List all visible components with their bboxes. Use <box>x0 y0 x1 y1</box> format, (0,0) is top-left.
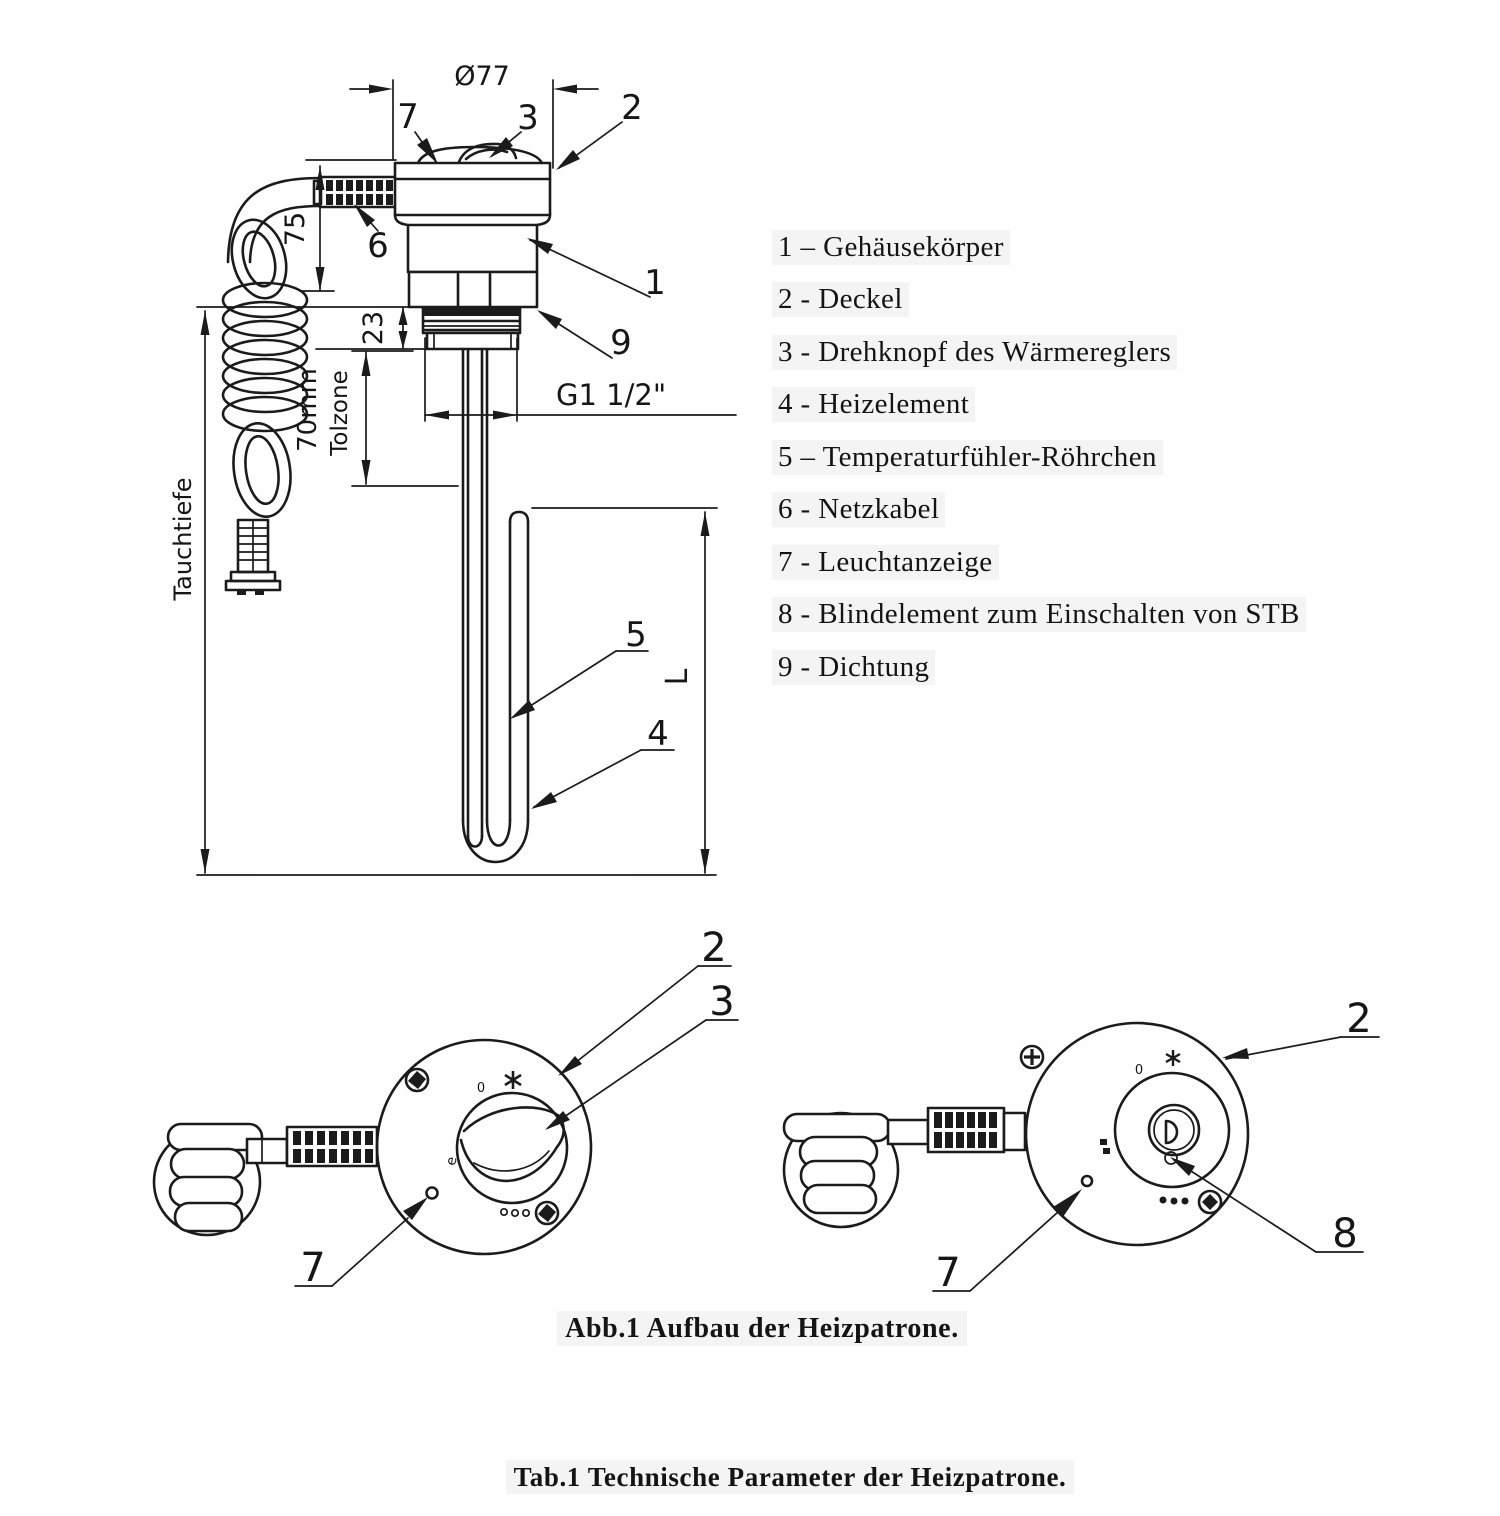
callout-7-left: 7 <box>300 1245 326 1291</box>
knob-recess <box>1115 1073 1229 1187</box>
indicator-led-right <box>1082 1176 1092 1186</box>
legend-item-6 <box>772 484 1306 537</box>
callout-2: 2 <box>621 88 643 128</box>
legend-text-3: 3 - Drehknopf des Wärmereglers <box>772 335 1177 370</box>
callout-7: 7 <box>397 97 419 137</box>
callout-2-right: 2 <box>1346 996 1372 1042</box>
parts-legend <box>772 221 1306 694</box>
legend-item-4 <box>772 379 1306 432</box>
plug-and-cable-right <box>784 1108 1025 1227</box>
heater-head <box>395 144 550 349</box>
callout-7-right: 7 <box>935 1250 961 1296</box>
dial-dots-icon <box>501 1209 529 1216</box>
table-caption: Tab.1 Technische Parameter der Heizpatrone. <box>80 1462 1500 1493</box>
callout-6: 6 <box>367 226 389 266</box>
cable-gland <box>314 177 396 207</box>
dim-75-label: 75 <box>280 211 311 247</box>
hex-nut <box>409 272 537 307</box>
cable-plug <box>226 572 280 595</box>
legend-item-1 <box>772 221 1306 274</box>
dim-length-label: L <box>660 668 695 686</box>
legend-text-1: 1 – Gehäusekörper <box>772 230 1010 265</box>
callout-5: 5 <box>625 615 647 655</box>
cover-screw-bottom-right <box>536 1202 558 1224</box>
legend-item-7 <box>772 536 1306 589</box>
legend-text-7: 7 - Leuchtanzeige <box>772 545 999 580</box>
dial-zero-mark: 0 <box>476 1081 486 1096</box>
legend-item-3 <box>772 326 1306 379</box>
indicator-led-left <box>427 1188 438 1199</box>
callout-2-left: 2 <box>701 925 727 971</box>
legend-text-4: 4 - Heizelement <box>772 387 975 422</box>
dial-eco-mark: e <box>443 1155 461 1167</box>
dim-23-label: 23 <box>358 310 389 346</box>
bottom-view-left <box>154 925 738 1291</box>
dimension-thread-size <box>425 338 736 421</box>
dim-g112-label: G1 1/2" <box>556 378 667 412</box>
legend-text-6: 6 - Netzkabel <box>772 492 945 527</box>
dim-diameter-label: Ø77 <box>454 61 510 92</box>
cable-strain-relief <box>238 520 268 572</box>
legend-text-5: 5 – Temperaturfühler-Röhrchen <box>772 440 1163 475</box>
thread-and-gasket <box>423 308 520 333</box>
dim-tolzone-label: Tolzone <box>327 370 353 456</box>
legend-item-9 <box>772 641 1306 694</box>
figure-caption: Abb.1 Aufbau der Heizpatrone. <box>12 1313 1500 1345</box>
callout-3: 3 <box>517 98 539 138</box>
legend-text-8: 8 - Blindelement zum Einschalten von STB <box>772 597 1306 632</box>
cover-screw-top-left <box>406 1069 428 1091</box>
dim-70mm-label: 70mm <box>293 368 323 452</box>
legend-item-5 <box>772 431 1306 484</box>
heating-element-tubes <box>463 349 528 862</box>
callout-9: 9 <box>610 323 632 363</box>
plug-and-cable-left <box>154 1124 377 1235</box>
callout-3-left: 3 <box>709 979 735 1025</box>
legend-text-9: 9 - Dichtung <box>772 650 935 685</box>
bottom-view-right <box>784 996 1379 1296</box>
dimension-thread-height <box>316 307 427 349</box>
callout-8-right: 8 <box>1332 1211 1358 1257</box>
dial-dots-icon-right <box>1160 1197 1189 1205</box>
callout-4: 4 <box>647 714 669 754</box>
thermostat-knob <box>457 1093 567 1203</box>
legend-item-2 <box>772 274 1306 327</box>
dimension-element-length <box>532 508 717 873</box>
dim-tauchtiefe-label: Tauchtiefe <box>169 477 197 601</box>
legend-text-2: 2 - Deckel <box>772 282 909 317</box>
cover-screw-top-left-2 <box>1021 1046 1043 1068</box>
dimension-diameter <box>350 61 598 168</box>
thermostat-stem <box>1149 1105 1199 1164</box>
dial-zero-mark-right: 0 <box>1134 1063 1144 1078</box>
dimension-tolerance-zone <box>293 351 458 486</box>
main-side-view <box>169 61 736 875</box>
callout-1: 1 <box>644 263 666 303</box>
cover-screw-bottom-right-2 <box>1199 1191 1221 1213</box>
defrost-icon <box>505 1071 521 1089</box>
defrost-icon-right <box>1166 1050 1180 1066</box>
legend-item-8 <box>772 589 1306 642</box>
